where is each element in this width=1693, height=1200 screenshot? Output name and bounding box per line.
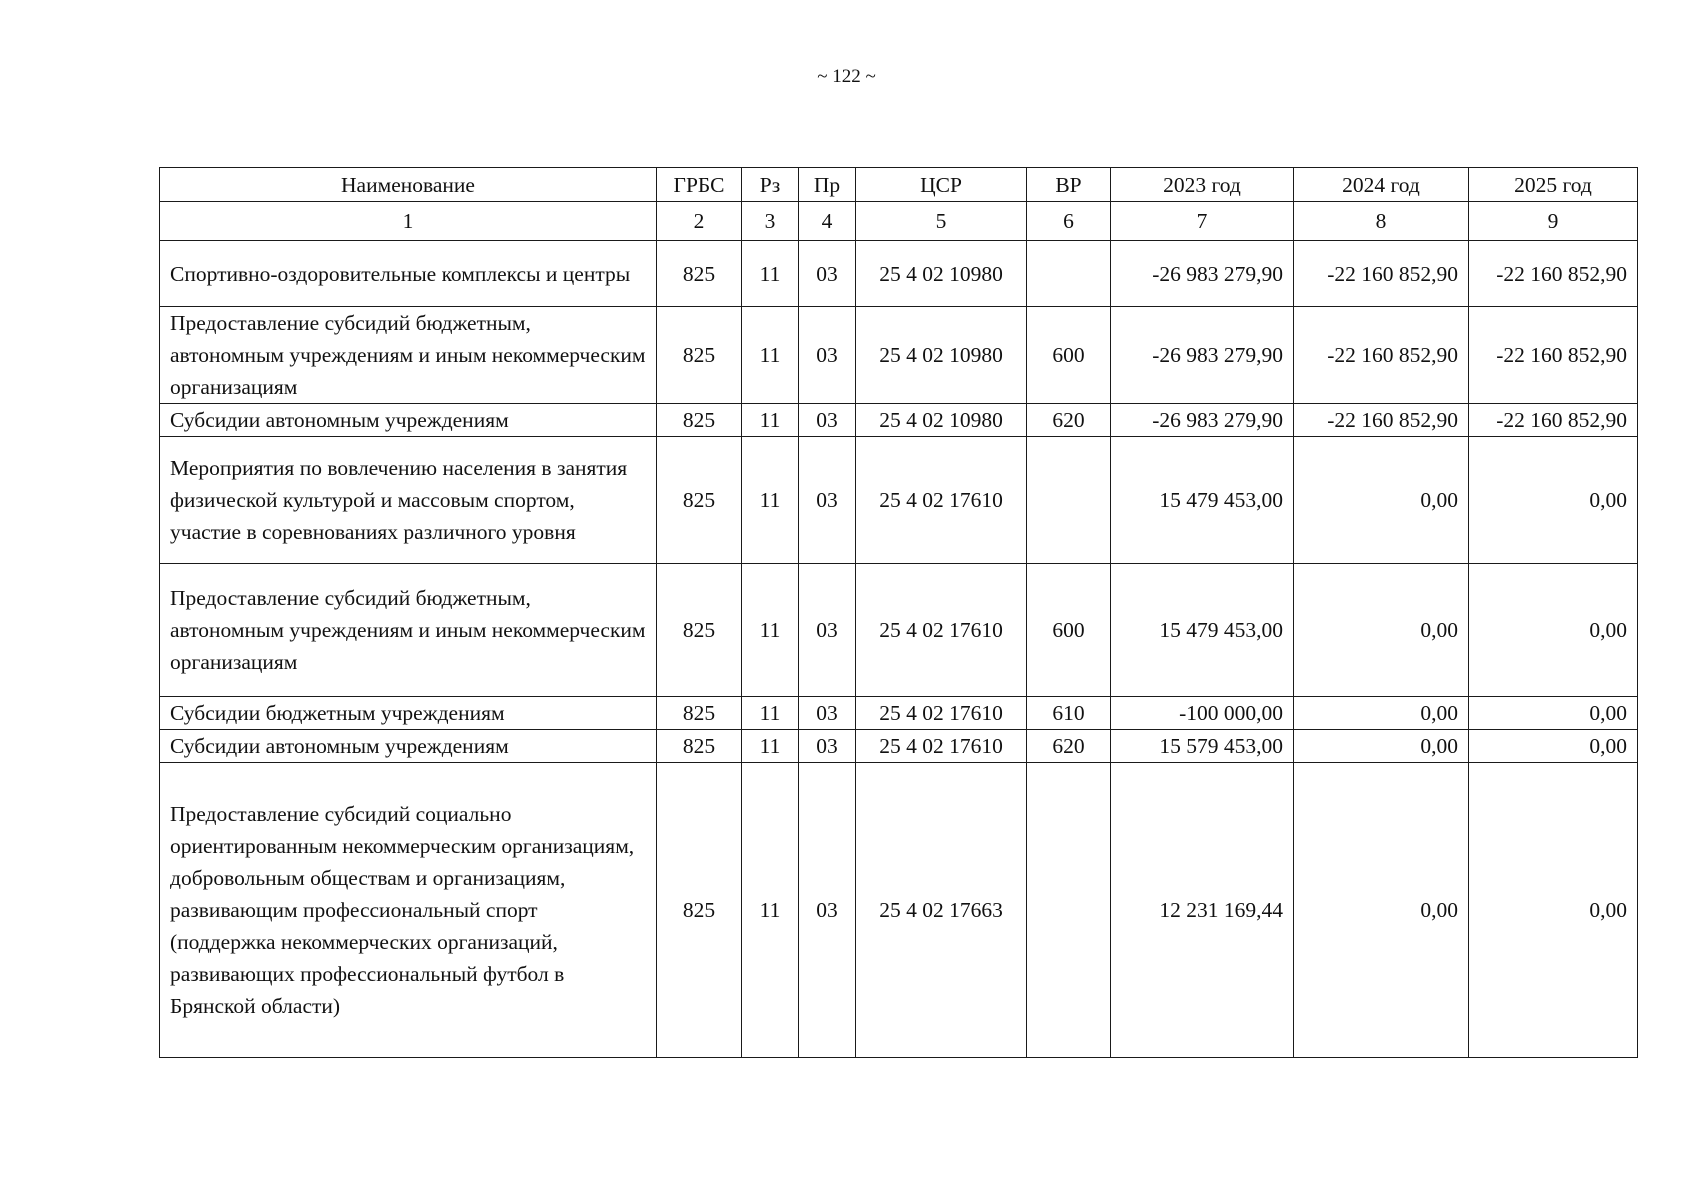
column-number: 4 [799, 202, 856, 241]
column-number: 2 [657, 202, 742, 241]
row-pr: 03 [799, 404, 856, 437]
row-vr: 620 [1027, 404, 1111, 437]
row-name: Предоставление субсидий бюджетным, автономным учреждениям и иным некоммерческим организациям [160, 564, 657, 697]
row-csr: 25 4 02 10980 [856, 307, 1027, 404]
table-row [160, 241, 1638, 307]
column-number: 1 [160, 202, 657, 241]
row-grbs: 825 [657, 564, 742, 697]
row-grbs: 825 [657, 307, 742, 404]
row-2024: -22 160 852,90 [1294, 307, 1469, 404]
row-2025: -22 160 852,90 [1469, 404, 1638, 437]
row-2025: 0,00 [1469, 437, 1638, 564]
page-number: ~ 122 ~ [817, 66, 876, 87]
row-rz: 11 [742, 307, 799, 404]
row-csr: 25 4 02 17610 [856, 730, 1027, 763]
row-name: Предоставление субсидий бюджетным, автономным учреждениям и иным некоммерческим организациям [160, 307, 657, 404]
row-2023: -26 983 279,90 [1111, 241, 1294, 307]
row-rz: 11 [742, 730, 799, 763]
header-2025: 2025 год [1469, 168, 1638, 202]
column-number: 5 [856, 202, 1027, 241]
row-rz: 11 [742, 763, 799, 1058]
row-pr: 03 [799, 697, 856, 730]
row-2024: 0,00 [1294, 763, 1469, 1058]
column-number: 8 [1294, 202, 1469, 241]
row-grbs: 825 [657, 697, 742, 730]
row-name: Мероприятия по вовлечению населения в занятия физической культурой и массовым спортом, участие в соревнованиях различного уровня [160, 437, 657, 564]
row-2025: -22 160 852,90 [1469, 307, 1638, 404]
row-csr: 25 4 02 17610 [856, 437, 1027, 564]
row-2023: 15 579 453,00 [1111, 730, 1294, 763]
row-name: Предоставление субсидий социально ориентированным некоммерческим организациям, добровольным обществам и организациям, развивающим профессиональный спорт (поддержка некоммерческих организаций, развивающих профессиональный футбол в Брянской области) [160, 763, 657, 1058]
column-number: 9 [1469, 202, 1638, 241]
row-name: Субсидии автономным учреждениям [160, 404, 657, 437]
column-number: 6 [1027, 202, 1111, 241]
header-vr: ВР [1027, 168, 1111, 202]
row-name: Спортивно-оздоровительные комплексы и центры [160, 241, 657, 307]
row-2024: 0,00 [1294, 730, 1469, 763]
row-2025: 0,00 [1469, 564, 1638, 697]
row-vr: 600 [1027, 564, 1111, 697]
table-row [160, 307, 1638, 404]
row-grbs: 825 [657, 730, 742, 763]
header-pr: Пр [799, 168, 856, 202]
row-name: Субсидии автономным учреждениям [160, 730, 657, 763]
row-vr [1027, 763, 1111, 1058]
column-number: 3 [742, 202, 799, 241]
row-pr: 03 [799, 763, 856, 1058]
row-csr: 25 4 02 17610 [856, 697, 1027, 730]
row-rz: 11 [742, 241, 799, 307]
row-csr: 25 4 02 10980 [856, 404, 1027, 437]
row-grbs: 825 [657, 404, 742, 437]
header-csr: ЦСР [856, 168, 1027, 202]
row-2025: 0,00 [1469, 697, 1638, 730]
row-csr: 25 4 02 17663 [856, 763, 1027, 1058]
header-grbs: ГРБС [657, 168, 742, 202]
table-row [160, 730, 1638, 763]
row-pr: 03 [799, 307, 856, 404]
row-grbs: 825 [657, 437, 742, 564]
row-2025: 0,00 [1469, 763, 1638, 1058]
row-2024: 0,00 [1294, 437, 1469, 564]
table-row [160, 564, 1638, 697]
row-2024: -22 160 852,90 [1294, 404, 1469, 437]
row-2024: 0,00 [1294, 697, 1469, 730]
row-2025: -22 160 852,90 [1469, 241, 1638, 307]
row-2023: -26 983 279,90 [1111, 307, 1294, 404]
row-rz: 11 [742, 437, 799, 564]
row-2023: 15 479 453,00 [1111, 564, 1294, 697]
row-pr: 03 [799, 437, 856, 564]
row-2023: -100 000,00 [1111, 697, 1294, 730]
header-row [160, 168, 1638, 202]
header-rz: Рз [742, 168, 799, 202]
row-2023: 15 479 453,00 [1111, 437, 1294, 564]
table-row [160, 697, 1638, 730]
header-name: Наименование [160, 168, 657, 202]
row-rz: 11 [742, 404, 799, 437]
row-name: Субсидии бюджетным учреждениям [160, 697, 657, 730]
budget-table [159, 167, 1638, 1058]
row-pr: 03 [799, 241, 856, 307]
row-grbs: 825 [657, 241, 742, 307]
table-row [160, 763, 1638, 1058]
header-2023: 2023 год [1111, 168, 1294, 202]
row-rz: 11 [742, 697, 799, 730]
row-pr: 03 [799, 564, 856, 697]
table-row [160, 437, 1638, 564]
row-grbs: 825 [657, 763, 742, 1058]
row-vr: 610 [1027, 697, 1111, 730]
row-vr: 620 [1027, 730, 1111, 763]
header-2024: 2024 год [1294, 168, 1469, 202]
table-row [160, 404, 1638, 437]
column-number: 7 [1111, 202, 1294, 241]
row-2024: -22 160 852,90 [1294, 241, 1469, 307]
row-2023: -26 983 279,90 [1111, 404, 1294, 437]
row-csr: 25 4 02 10980 [856, 241, 1027, 307]
row-2023: 12 231 169,44 [1111, 763, 1294, 1058]
row-vr [1027, 437, 1111, 564]
row-pr: 03 [799, 730, 856, 763]
row-rz: 11 [742, 564, 799, 697]
row-csr: 25 4 02 17610 [856, 564, 1027, 697]
row-2025: 0,00 [1469, 730, 1638, 763]
row-vr [1027, 241, 1111, 307]
column-number-row [160, 202, 1638, 241]
row-vr: 600 [1027, 307, 1111, 404]
row-2024: 0,00 [1294, 564, 1469, 697]
